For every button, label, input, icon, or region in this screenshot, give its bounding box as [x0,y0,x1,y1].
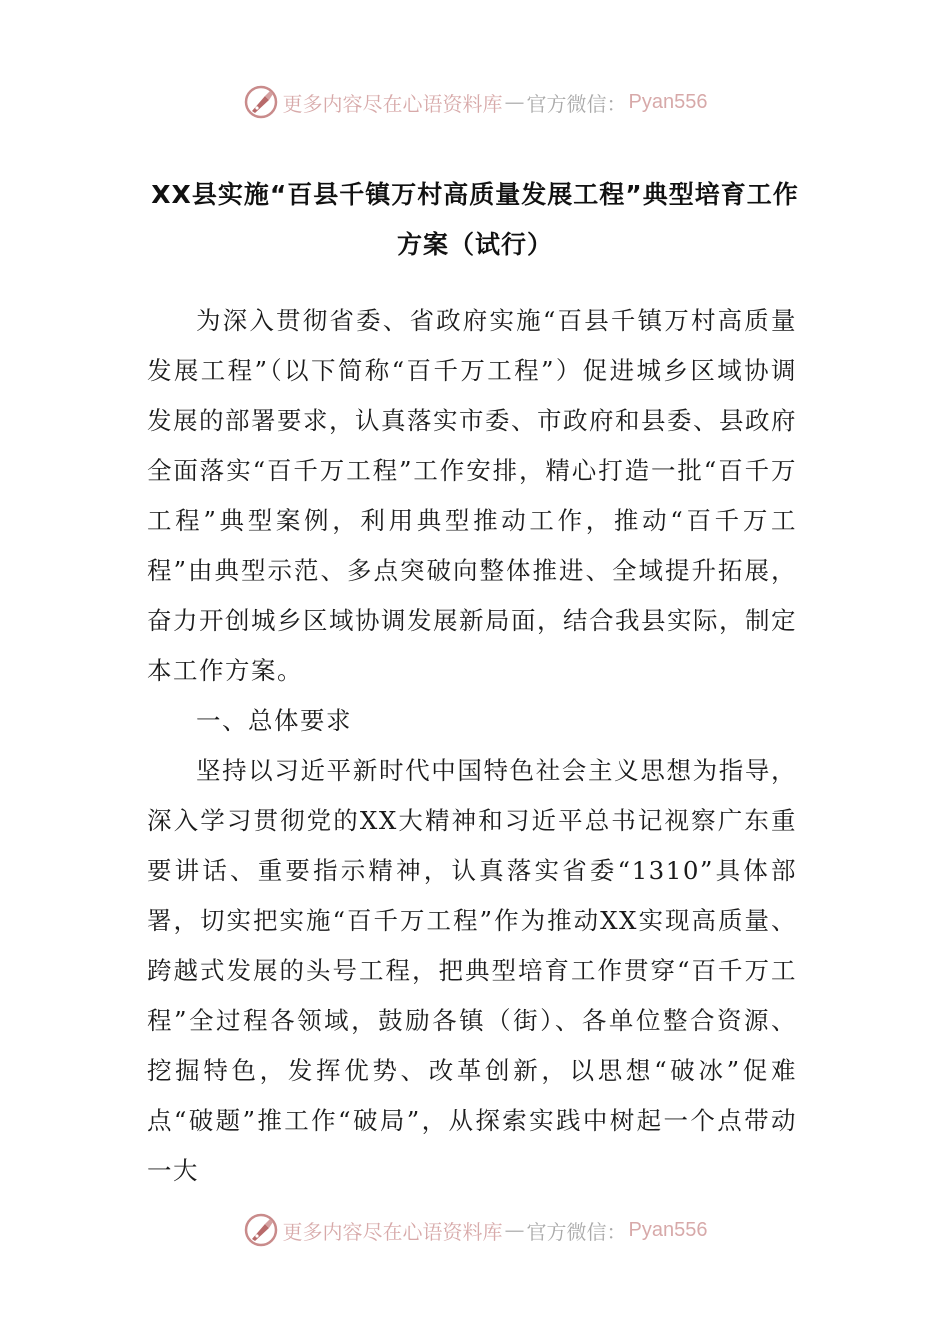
watermark-wechat-label: 官方微信： [526,1219,627,1244]
watermark-wechat-id: Pyan556 [628,1218,708,1241]
pen-nib-logo-icon [243,84,279,120]
watermark-wechat-label: 官方微信： [526,91,627,116]
title-line-2: 方案（试行） [396,230,553,259]
watermark-text: 更多内容尽在心语资料库 [282,1219,503,1244]
title-line-1: XX县实施“百县千镇万村高质量发展工程”典型培育工作 [151,180,799,209]
watermark-separator: — [504,90,525,114]
header-watermark [0,82,950,122]
watermark-text: 更多内容尽在心语资料库 [282,91,503,116]
document-title [120,170,830,270]
document-body [147,296,797,1196]
body-paragraph-guidance: 坚持以习近平新时代中国特色社会主义思想为指导，深入学习贯彻党的XX大精神和习近平总书记视察广东重要讲话、重要指示精神，认真落实省委“1310”具体部署，切实把实施“百千万工程”作为推动XX实现高质量、跨越式发展的头号工程，把典型培育工作贯穿“百千万工程”全过程各领域，鼓励各镇（街）、各单位整合资源、挖掘特色，发挥优势、改革创新，以思想“破冰”促难点“破题”推工作“破局”，从探索实践中树起一个点带动一大 [147,756,797,1185]
footer-watermark [0,1210,950,1250]
section-heading-general-requirements: 一、总体要求 [196,706,352,735]
body-paragraph-intro: 为深入贯彻省委、省政府实施“百县千镇万村高质量发展工程”（以下简称“百千万工程”）促进城乡区域协调发展的部署要求，认真落实市委、市政府和县委、县政府全面落实“百千万工程”工作安排，精心打造一批“百千万工程”典型案例，利用典型推动工作，推动“百千万工程”由典型示范、多点突破向整体推进、全域提升拓展，奋力开创城乡区域协调发展新局面，结合我县实际，制定本工作方案。 [147,306,797,685]
pen-nib-logo-icon [243,1212,279,1248]
watermark-separator: — [504,1218,525,1242]
watermark-wechat-id: Pyan556 [628,90,708,113]
